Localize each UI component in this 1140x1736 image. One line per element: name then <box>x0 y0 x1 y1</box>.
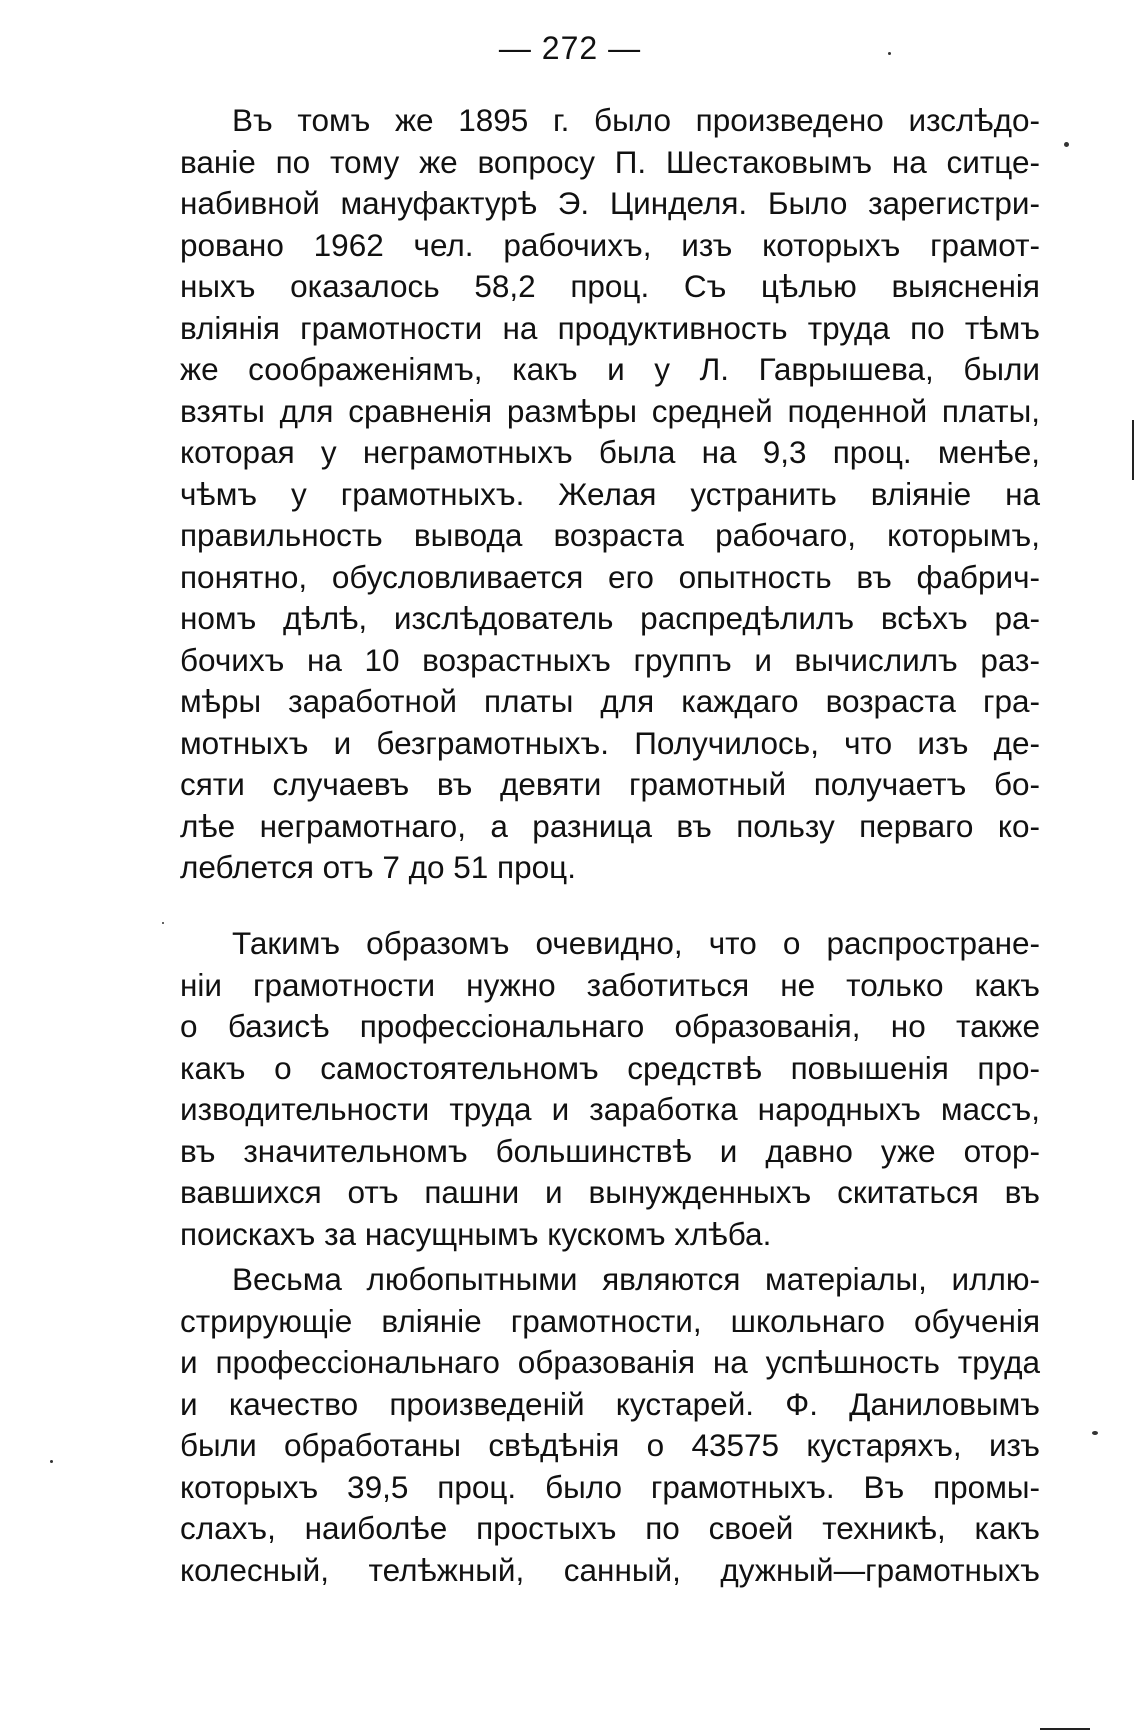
text-line: какъ о самостоятельномъ средствѣ повышенія про- <box>180 1049 1040 1086</box>
text-line: номъ дѣлѣ, изслѣдователь распредѣлилъ всѣхъ ра- <box>180 600 1040 636</box>
scan-speck <box>162 922 164 924</box>
text-line: ныхъ оказалось 58,2 проц. Съ цѣлью выясненія <box>180 268 1040 304</box>
text-line: слахъ, наиболѣе простыхъ по своей техникѣ, какъ <box>180 1510 1040 1546</box>
text-line: бочихъ на 10 возрастныхъ группъ и вычислилъ раз- <box>180 641 1040 678</box>
paragraph-3 <box>180 1259 1040 1591</box>
text-line: которая у неграмотныхъ была на 9,3 проц. менѣе, <box>180 434 1040 470</box>
text-line: и качество произведеній кустарей. Ф. Даниловымъ <box>180 1385 1040 1422</box>
text-line: изводительности труда и заработка народныхъ массъ, <box>180 1091 1040 1127</box>
edge-mark <box>1040 1728 1090 1730</box>
scan-speck <box>50 1460 53 1463</box>
text-line: сяти случаевъ въ девяти грамотный получаетъ бо- <box>180 766 1040 802</box>
text-line: вавшихся отъ пашни и вынужденныхъ скитаться въ <box>180 1174 1040 1210</box>
text-line: леблется отъ 7 до 51 проц. <box>180 849 576 885</box>
text-line: же соображеніямъ, какъ и у Л. Гаврышева, были <box>180 351 1040 387</box>
text-line: правильность вывода возраста рабочаго, которымъ, <box>180 517 1040 553</box>
paragraph-2 <box>180 923 1040 1255</box>
text-line: были обработаны свѣдѣнія о 43575 кустаряхъ, изъ <box>180 1427 1040 1463</box>
text-line: набивной мануфактурѣ Э. Цинделя. Было зарегистри- <box>180 185 1040 221</box>
text-line: вліянія грамотности на продуктивность труда по тѣмъ <box>180 309 1040 346</box>
text-line: стрирующіе вліяніе грамотности, школьнаго обученія <box>180 1302 1040 1339</box>
text-line: Такимъ образомъ очевидно, что о распростране- <box>232 925 1040 961</box>
text-line: лѣе неграмотнаго, а разница въ пользу перваго ко- <box>180 807 1040 844</box>
text-line: ніи грамотности нужно заботиться не только какъ <box>180 966 1040 1003</box>
text-line: колесный, телѣжный, санный, дужный—грамотныхъ <box>180 1551 1040 1588</box>
text-line: взяты для сравненія размѣры средней поденной платы, <box>180 392 1040 429</box>
text-line: мотныхъ и безграмотныхъ. Получилось, что изъ де- <box>180 724 1040 761</box>
text-line: и профессіональнаго образованія на успѣшность труда <box>180 1344 1040 1380</box>
text-line: поискахъ за насущнымъ кускомъ хлѣба. <box>180 1215 772 1252</box>
text-line: мѣры заработной платы для каждаго возраста гра- <box>180 683 1040 719</box>
text-line: Въ томъ же 1895 г. было произведено изслѣдо- <box>232 102 1040 138</box>
scan-speck <box>1092 1431 1098 1435</box>
edge-mark <box>1132 420 1134 480</box>
paragraph-1 <box>180 100 1040 889</box>
page-number: — 272 — <box>498 30 642 66</box>
scan-speck <box>1064 142 1069 147</box>
text-line: понятно, обусловливается его опытность въ фабрич- <box>180 558 1040 595</box>
text-line: ваніе по тому же вопросу П. Шестаковымъ на ситце- <box>180 143 1040 180</box>
text-line: въ значительномъ большинствѣ и давно уже отор- <box>180 1132 1040 1169</box>
scan-speck <box>888 52 891 55</box>
text-line: о базисѣ профессіональнаго образованія, но также <box>180 1008 1040 1044</box>
text-line: которыхъ 39,5 проц. было грамотныхъ. Въ промы- <box>180 1468 1040 1505</box>
text-line: ровано 1962 чел. рабочихъ, изъ которыхъ грамот- <box>180 226 1040 263</box>
text-line: Весьма любопытными являются матеріалы, иллю- <box>232 1261 1040 1297</box>
text-line: чѣмъ у грамотныхъ. Желая устранить вліяніе на <box>180 475 1040 512</box>
